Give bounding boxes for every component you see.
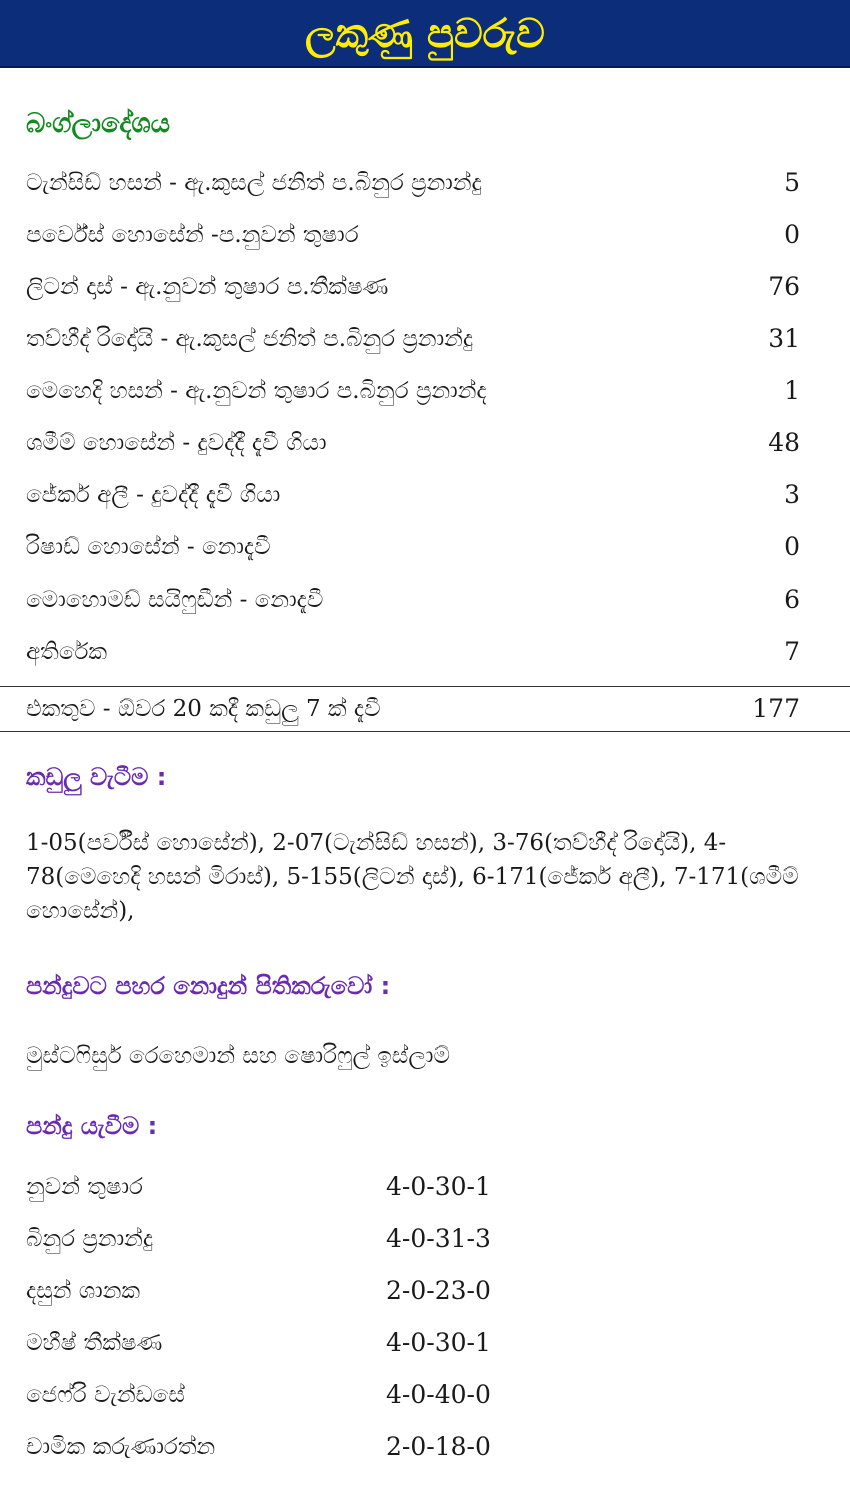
batting-runs: 5 [784,168,800,197]
bowler-figures: 2-0-18-0 [386,1432,491,1461]
batting-row [26,371,800,411]
bowler-name: නුවන් තුෂාර [26,1174,143,1200]
bowler-figures: 4-0-30-1 [386,1172,491,1201]
bowler-figures: 4-0-30-1 [386,1328,491,1357]
batting-runs: 1 [784,376,800,405]
total-row [0,686,850,732]
batting-runs: 31 [768,324,800,353]
batting-dismissal: මෙහෙදි හසන් - ඇ.නුවන් තුෂාර ප.බිනුර ප්‍රනාන්ද [26,378,487,404]
batting-runs: 0 [784,532,800,561]
extras-label: අතිරේක [26,639,108,665]
batting-dismissal: ශමීම් හොසේන් - දුවද්දී දැවී ගියා [26,430,327,456]
bowling-row [26,1271,526,1311]
bowling-heading: පන්දු යැවීම : [26,1112,158,1140]
batting-row [26,267,800,307]
batting-dismissal: තව්හීද් රිදෝයි - ඇ.කුසල් ජනිත් ප.බිනුර ප්‍රනාන්දු [26,326,474,352]
bowler-name: මහීෂ් තීක්ෂණ [26,1330,163,1356]
batting-runs: 76 [768,272,800,301]
batting-runs: 3 [784,480,800,509]
batting-dismissal: පර්වේස් හොසේන් -ප.නුවන් තුෂාර [26,222,359,248]
batting-row [26,475,800,515]
bowler-figures: 4-0-40-0 [386,1380,491,1409]
fall-of-wickets-heading: කඩුලු වැටීම : [26,763,167,791]
total-runs: 177 [752,694,800,723]
bowling-row [26,1219,526,1259]
batting-row [26,423,800,463]
batting-dismissal: මොහොමඩ් සයිෆුඩීන් - නොදැවී [26,587,324,613]
extras-row [26,632,800,672]
extras-runs: 7 [784,637,800,666]
bowler-figures: 2-0-23-0 [386,1276,491,1305]
batting-row [26,319,800,359]
bowler-name: ජෙෆ්රි වැන්ඩසේ [26,1382,185,1408]
batting-runs: 48 [768,428,800,457]
total-label: එකතුව - ඕවර 20 කදී කඩුලු 7 ක් දැවී [26,696,381,722]
batting-row [26,580,800,620]
batting-row [26,215,800,255]
did-not-bat-text: මුස්ටෆිසුර් රෙහෙමාන් සහ ෂොරිෆුල් ඉස්ලාම් [26,1043,450,1069]
bowling-row [26,1167,526,1207]
bowling-row [26,1375,526,1415]
bowling-row [26,1323,526,1363]
bowler-figures: 4-0-31-3 [386,1224,491,1253]
bowler-name: බිනුර ප්‍රනාන්දු [26,1226,154,1252]
scoreboard-banner [0,0,850,68]
bowler-name: දසුන් ශානක [26,1278,141,1304]
batting-row [26,163,800,203]
bowling-row [26,1427,526,1467]
batting-dismissal: ටැන්සිඩ් හසන් - ඇ.කුසල් ජනිත් ප.බිනුර ප්‍රනාන්දු [26,170,482,196]
batting-dismissal: ජේකර් අලී - දුවද්දී දැවී ගියා [26,482,281,508]
batting-row [26,527,800,567]
batting-runs: 0 [784,220,800,249]
batting-runs: 6 [784,585,800,614]
page-title: ලකුණු පුවරුව [305,11,545,57]
did-not-bat-heading: පන්දුවට පහර නොදුන් පිතිකරුවෝ : [26,972,391,1000]
team-name: බංග්ලාදේශය [26,108,171,139]
batting-dismissal: ලිටන් දාස් - ඇ.නුවන් තුෂාර ප.තීක්ෂණ [26,274,389,300]
batting-dismissal: රිෂාඩ් හොසේන් - නොදැවී [26,534,271,560]
fall-of-wickets-text: 1-05(පර්වීස් හොසේන්), 2-07(ටැන්සිඩ් හසන්), 3-76(තව්හීද් රිදෝයි), 4-78(මෙහෙදි හසන් මිරාස්), 5-155(ලිටන් දාස්), 6-171(ජේකර් අලී), 7-171(ශමීම් හොසේන්), [26,830,799,924]
bowler-name: චාමික කරුණාරත්න [26,1434,216,1460]
